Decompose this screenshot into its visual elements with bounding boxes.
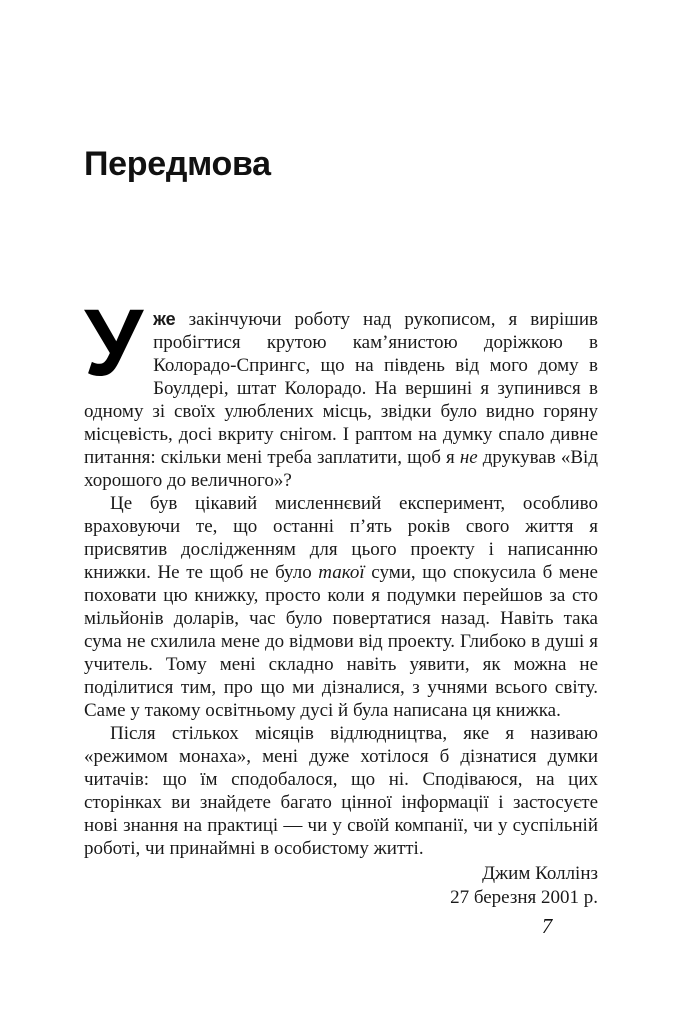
signature-date: 27 березня 2001 р. <box>450 887 598 908</box>
chapter-title: Передмова <box>84 145 271 183</box>
paragraph-second <box>84 492 598 722</box>
paragraph-first <box>84 290 598 492</box>
paragraph-text: Це був цікавий мисленнєвий експеримент, особливо враховуючи те, що останні п’ять років свого життя я присвятив дослідженням для цього проекту і написанню книжки. Не те щоб не було <box>84 493 598 583</box>
signature-block <box>84 862 598 910</box>
lead-word: же <box>153 309 176 329</box>
dropcap-letter: У <box>84 290 144 396</box>
page-number: 7 <box>541 914 553 938</box>
paragraph-text: Після стількох місяців відлюдництва, яке я називаю «режимом монаха», мені дуже хотілося б дізнатися думки читачів: що їм сподобалося, що ні. Сподіваюся, на цих сторінках ви знайдете багато цінної інформації і застосуєте нові знання на практиці — чи у своїй компанії, чи у суспільній роботі, чи принаймні в особистому житті. <box>84 723 598 859</box>
italic-word: такої <box>318 562 365 583</box>
italic-word: не <box>459 447 478 468</box>
paragraph-third <box>84 722 598 860</box>
author-name: Джим Коллінз <box>482 863 598 884</box>
paragraph-text: закінчуючи роботу над рукописом, я вирішив пробігтися крутою кам’янистою доріжкою в Колорадо-Спрингс, що на південь від мого дому в Боулдері, штат Колорадо. На вершині я зупинився в одному зі своїх улюблених місць, звідки було видно горяну місцевість, досі вкриту снігом. І раптом на думку спало дивне питання: скільки мені треба заплатити, щоб я <box>84 309 598 468</box>
paragraph-text: друкував «Від хорошого до величного»? <box>84 447 598 491</box>
paragraph-text: суми, що спокусила б мене поховати цю книжку, просто коли я подумки перейшов за сто мільйонів доларів, час було повертатися назад. Навіть така сума не схилила мене до відмови від проекту. Глибоко в душі я учитель. Тому мені складно навіть уявити, як можна не поділитися тим, про що ми дізналися, з учнями всього світу. Саме у такому освітньому дусі й була написана ця книжка. <box>84 562 598 721</box>
body-text-block <box>84 290 598 910</box>
